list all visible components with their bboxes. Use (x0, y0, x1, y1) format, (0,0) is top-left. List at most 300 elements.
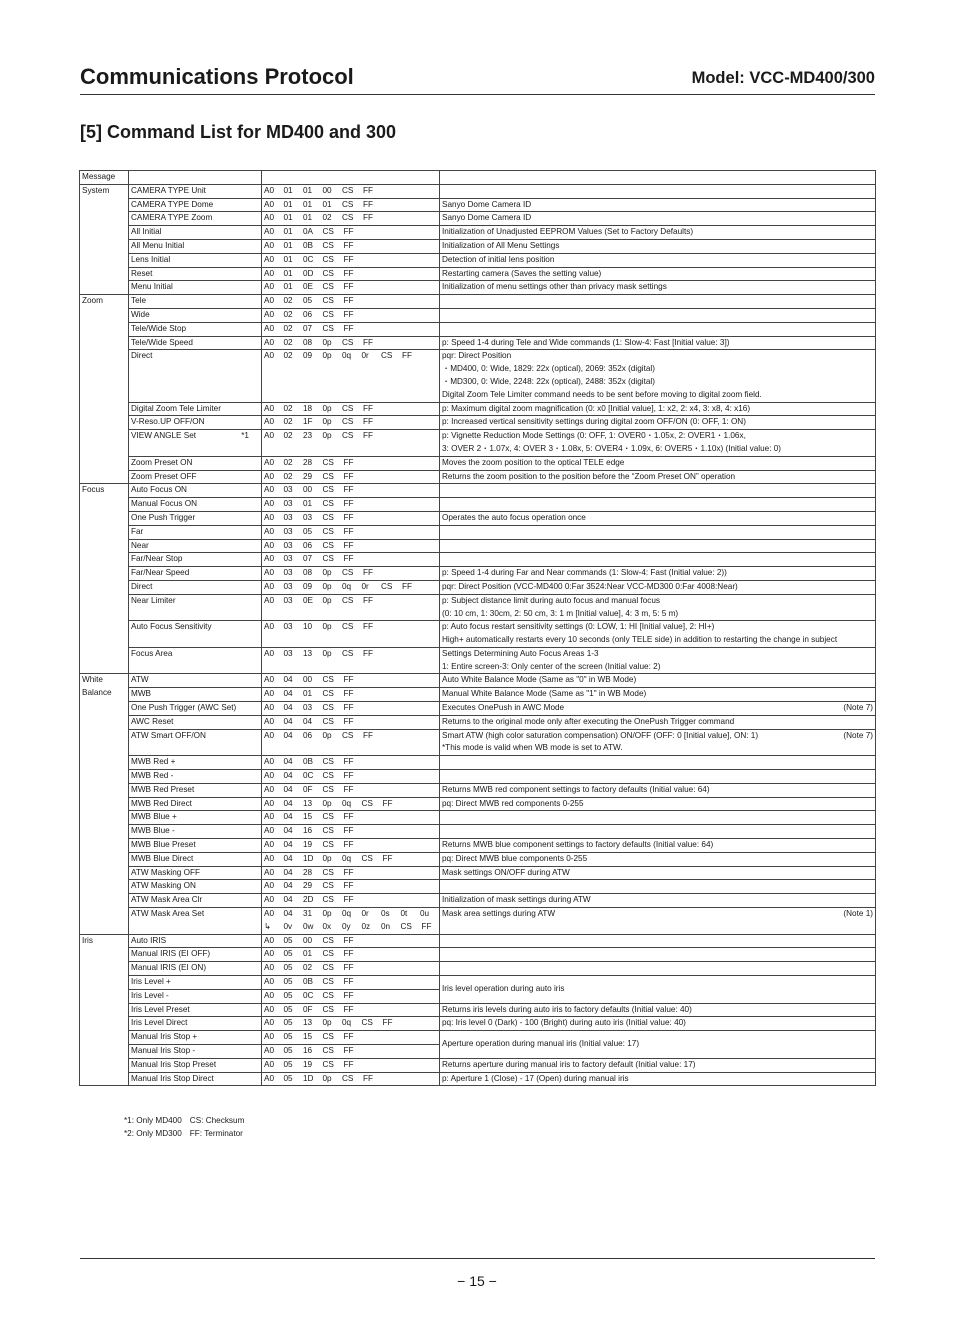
command-name: Manual IRIS (EI ON) (129, 962, 262, 976)
code-byte: 0p (322, 622, 332, 632)
code-byte: FF (382, 853, 393, 863)
command-code (262, 770, 440, 784)
code-byte: 15 (303, 1032, 313, 1042)
code-byte: CS (342, 337, 354, 347)
command-description: Returns aperture during manual iris to factory default (Initial value: 17) (440, 1058, 876, 1072)
code-byte: 0z (361, 921, 371, 931)
code-byte: 05 (283, 977, 293, 987)
code-byte: A0 (264, 730, 275, 740)
code-byte: 05 (283, 1059, 293, 1069)
code-byte: 18 (303, 403, 313, 413)
code-byte: A0 (264, 622, 275, 632)
code-byte: CS (361, 798, 373, 808)
command-name: Manual Iris Stop - (129, 1045, 262, 1059)
command-description (440, 962, 876, 976)
table-row (80, 756, 876, 770)
code-byte: CS (342, 431, 354, 441)
code-byte: 05 (303, 296, 313, 306)
code-byte: 0E (303, 282, 314, 292)
code-byte: A0 (264, 784, 275, 794)
table-row (80, 567, 876, 581)
code-byte: 0w (303, 921, 314, 931)
code-byte: CS (342, 403, 354, 413)
code-byte: 01 (303, 213, 313, 223)
code-byte: FF (343, 840, 354, 850)
code-byte: A0 (264, 1059, 275, 1069)
code-byte: CS (342, 417, 354, 427)
command-code (262, 674, 440, 688)
code-byte: A0 (264, 648, 275, 658)
code-byte: FF (343, 282, 354, 292)
code-byte: FF (363, 199, 374, 209)
code-byte: 01 (283, 213, 293, 223)
code-byte: CS (342, 1073, 354, 1083)
code-byte: A0 (264, 977, 275, 987)
code-byte: 00 (303, 935, 313, 945)
code-byte: 06 (303, 540, 313, 550)
code-byte: 0r (361, 909, 369, 919)
code-byte: CS (322, 1046, 334, 1055)
code-byte: FF (343, 254, 354, 264)
command-description: Moves the zoom position to the optical TELE edge (440, 456, 876, 470)
table-row (80, 267, 876, 281)
note-ref: (Note 1) (843, 909, 873, 919)
code-byte: 03 (283, 485, 293, 495)
code-byte: CS (322, 457, 334, 467)
code-byte: A0 (264, 351, 275, 361)
command-name: Iris Level Preset (129, 1003, 262, 1017)
code-byte: CS (342, 213, 354, 223)
code-byte: FF (343, 1032, 354, 1042)
table-row (80, 226, 876, 240)
command-name: VIEW ANGLE Set *1 (129, 430, 262, 457)
code-byte: CS (342, 730, 354, 740)
footer-divider (80, 1258, 875, 1259)
code-byte: 01 (322, 199, 332, 209)
code-byte: 04 (283, 881, 293, 891)
table-row (80, 783, 876, 797)
code-byte: 01 (303, 199, 313, 209)
code-byte: 04 (283, 798, 293, 808)
command-name: Manual Iris Stop + (129, 1031, 262, 1045)
code-byte: FF (363, 337, 374, 347)
code-byte: 01 (283, 185, 293, 195)
code-byte: 04 (283, 909, 293, 919)
command-name: CAMERA TYPE Unit (129, 184, 262, 198)
code-byte: CS (322, 703, 334, 713)
code-byte: 01 (283, 282, 293, 292)
code-byte: 0v (283, 921, 293, 931)
code-byte: FF (343, 471, 354, 481)
command-name: ATW Mask Area Clr (129, 894, 262, 908)
code-byte: A0 (264, 1046, 275, 1055)
command-name: Auto Focus ON (129, 484, 262, 498)
code-byte: 0p (322, 595, 332, 605)
code-byte: FF (343, 1059, 354, 1069)
code-byte: FF (343, 826, 354, 836)
code-byte: 0p (322, 648, 332, 658)
code-byte: FF (343, 977, 354, 987)
code-byte: 03 (303, 512, 313, 522)
table-row (80, 594, 876, 621)
code-byte: FF (343, 512, 354, 522)
command-code (262, 580, 440, 594)
code-byte: CS (322, 1059, 334, 1069)
code-byte: 13 (303, 798, 313, 808)
command-description: Returns the zoom position to the position before the “Zoom Preset ON” operation (440, 470, 876, 484)
code-byte: FF (343, 949, 354, 959)
command-name: Iris Level + (129, 976, 262, 990)
code-byte: A0 (264, 471, 275, 481)
code-byte: FF (363, 1073, 374, 1083)
code-byte: 0p (322, 1073, 332, 1083)
code-byte: CS (322, 675, 334, 685)
code-byte: A0 (264, 554, 275, 564)
code-byte: 02 (283, 337, 293, 347)
code-byte: 09 (303, 581, 313, 591)
code-byte: A0 (264, 337, 275, 347)
command-description: p: Increased vertical sensitivity settings during digital zoom OFF/ON (0: OFF, 1: ON) (440, 416, 876, 430)
command-code (262, 281, 440, 295)
command-name: Near (129, 539, 262, 553)
footnote-mark: *1 (241, 431, 249, 441)
code-byte: 04 (283, 895, 293, 905)
code-byte: 0p (322, 568, 332, 578)
command-code (262, 948, 440, 962)
command-name: Manual Focus ON (129, 498, 262, 512)
table-row (80, 894, 876, 908)
table-row (80, 839, 876, 853)
code-byte: FF (363, 648, 374, 658)
command-code (262, 198, 440, 212)
code-byte: 29 (303, 881, 313, 891)
command-name: MWB Red Preset (129, 783, 262, 797)
command-description (440, 756, 876, 770)
code-byte: 28 (303, 457, 313, 467)
code-byte: FF (382, 798, 393, 808)
code-byte: CS (322, 963, 334, 973)
page-number: − 15 − (457, 1273, 497, 1289)
code-byte: 19 (303, 840, 313, 850)
code-byte: 0B (303, 977, 314, 987)
code-byte: FF (343, 526, 354, 536)
table-row (80, 553, 876, 567)
code-byte: A0 (264, 540, 275, 550)
code-byte: 03 (283, 622, 293, 632)
code-byte: 03 (283, 554, 293, 564)
code-byte: 05 (283, 990, 293, 1000)
command-code (262, 962, 440, 976)
code-byte: 05 (283, 963, 293, 973)
table-row (80, 322, 876, 336)
table-row (80, 880, 876, 894)
table-row (80, 470, 876, 484)
code-byte: 04 (283, 867, 293, 877)
code-byte: A0 (264, 867, 275, 877)
command-code (262, 226, 440, 240)
command-name: Iris Level - (129, 989, 262, 1003)
table-row (80, 688, 876, 702)
command-description (440, 770, 876, 784)
code-byte: FF (343, 675, 354, 685)
table-row (80, 852, 876, 866)
code-byte: 02 (283, 471, 293, 481)
code-byte: 02 (283, 417, 293, 427)
command-code (262, 934, 440, 948)
code-byte: A0 (264, 457, 275, 467)
code-byte: 0r (361, 581, 369, 591)
code-byte: A0 (264, 895, 275, 905)
code-byte: ↳ (264, 921, 271, 931)
code-byte: CS (322, 784, 334, 794)
command-description: p: Vignette Reduction Mode Settings (0: OFF, 1: OVER0・1.05x, 2: OVER1・1.06x, 3: OVER 2・1.07x, 4: OVER 3・1.08x, 5: OVER4・1.09x, 6: OVER5・1.10x) (Initial value: 0) (440, 430, 876, 457)
command-name: V-Reso.UP OFF/ON (129, 416, 262, 430)
command-code (262, 322, 440, 336)
command-description: p: Speed 1-4 during Tele and Wide commands (1: Slow-4: Fast [Initial value: 3]) (440, 336, 876, 350)
command-description: Initialization of All Menu Settings (440, 239, 876, 253)
code-byte: CS (322, 895, 334, 905)
command-description (440, 880, 876, 894)
command-code (262, 239, 440, 253)
command-description: Auto White Balance Mode (Same as "0" in WB Mode) (440, 674, 876, 688)
table-row (80, 770, 876, 784)
footnotes (124, 1114, 244, 1140)
footnote-2: *2: Only MD300 FF: Terminator (124, 1129, 243, 1138)
table-header-row (80, 171, 876, 185)
code-byte: FF (343, 963, 354, 973)
code-byte: FF (343, 485, 354, 495)
code-byte: FF (363, 431, 374, 441)
code-byte: 1D (303, 853, 314, 863)
code-byte: FF (343, 990, 354, 1000)
code-byte: 07 (303, 323, 313, 333)
command-description (440, 184, 876, 198)
command-description: pq: Direct MWB red components 0-255 (440, 797, 876, 811)
code-byte: CS (342, 622, 354, 632)
command-name: MWB Red - (129, 770, 262, 784)
command-name: Iris Level Direct (129, 1017, 262, 1031)
command-name: Reset (129, 267, 262, 281)
code-byte: 01 (283, 254, 293, 264)
command-description: p: Subject distance limit during auto focus and manual focus (0: 10 cm, 1: 30cm, 2: 50 cm, 3: 1 m [Initial value], 4: 3 m, 5: 5 m) (440, 594, 876, 621)
code-byte: FF (343, 554, 354, 564)
command-name: ATW Mask Area Set (129, 908, 262, 935)
code-byte: A0 (264, 268, 275, 278)
command-description: pqr: Direct Position ・MD400, 0: Wide, 1829: 22x (optical), 2069: 352x (digital) ・MD300, 0: Wide, 2248: 22x (optical), 2488: 352x (digital) Digital Zoom Tele Limiter command needs to be sent before moving to digital zoom field. (440, 350, 876, 402)
command-code (262, 894, 440, 908)
command-description: Aperture operation during manual iris (Initial value: 17) (440, 1031, 876, 1059)
code-byte: 05 (283, 1018, 293, 1028)
command-name: MWB Blue - (129, 825, 262, 839)
code-byte: A0 (264, 949, 275, 959)
code-byte: 0p (322, 853, 332, 863)
group-label: Zoom (80, 295, 129, 484)
command-name: All Menu Initial (129, 239, 262, 253)
code-byte: A0 (264, 213, 275, 223)
code-byte: A0 (264, 812, 275, 822)
command-code (262, 880, 440, 894)
command-code (262, 553, 440, 567)
code-byte: 04 (303, 716, 313, 726)
code-byte: A0 (264, 323, 275, 333)
code-byte: 02 (283, 431, 293, 441)
command-name: Far/Near Speed (129, 567, 262, 581)
code-byte: CS (322, 240, 334, 250)
code-byte: CS (322, 949, 334, 959)
table-row (80, 336, 876, 350)
code-byte: A0 (264, 431, 275, 441)
command-code (262, 567, 440, 581)
command-name: Direct (129, 350, 262, 402)
code-byte: CS (322, 540, 334, 550)
command-name: AWC Reset (129, 715, 262, 729)
code-byte: CS (322, 296, 334, 306)
code-byte: 0n (381, 921, 391, 931)
command-description: (Note 7) Smart ATW (high color saturation compensation) ON/OFF (OFF: 0 [Initial value], ON: 1) *This mode is valid when WB mode is set to ATW. (440, 729, 876, 756)
command-description (440, 484, 876, 498)
command-description (440, 934, 876, 948)
code-byte: FF (343, 716, 354, 726)
command-code (262, 715, 440, 729)
code-byte: FF (363, 622, 374, 632)
command-description: Detection of initial lens position (440, 253, 876, 267)
table-row (80, 1072, 876, 1086)
table-row (80, 976, 876, 990)
command-code (262, 402, 440, 416)
table-row (80, 825, 876, 839)
command-name: Tele/Wide Speed (129, 336, 262, 350)
table-row (80, 729, 876, 756)
code-byte: A0 (264, 1073, 275, 1083)
code-byte: A0 (264, 417, 275, 427)
code-byte: FF (343, 895, 354, 905)
command-name: All Initial (129, 226, 262, 240)
table-row (80, 1017, 876, 1031)
code-byte: 0r (361, 351, 369, 361)
command-name: MWB Red + (129, 756, 262, 770)
command-name: Focus Area (129, 647, 262, 674)
command-description: Initialization of mask settings during ATW (440, 894, 876, 908)
table-row (80, 484, 876, 498)
code-byte: 03 (283, 499, 293, 509)
command-code (262, 456, 440, 470)
command-code (262, 184, 440, 198)
command-description: p: Aperture 1 (Close) - 17 (Open) during manual iris (440, 1072, 876, 1086)
code-byte: FF (343, 881, 354, 891)
table-row (80, 1058, 876, 1072)
code-byte: CS (322, 757, 334, 767)
code-byte: A0 (264, 689, 275, 699)
command-description: Manual White Balance Mode (Same as "1" in WB Mode) (440, 688, 876, 702)
code-byte: A0 (264, 309, 275, 319)
code-byte: CS (322, 1004, 334, 1014)
table-row (80, 239, 876, 253)
code-byte: 02 (283, 309, 293, 319)
command-name: MWB Blue + (129, 811, 262, 825)
code-byte: CS (322, 323, 334, 333)
table-row (80, 702, 876, 716)
table-row (80, 308, 876, 322)
command-description (440, 322, 876, 336)
command-code (262, 470, 440, 484)
code-byte: 16 (303, 1046, 313, 1055)
code-byte: FF (363, 417, 374, 427)
table-row (80, 456, 876, 470)
code-byte: FF (363, 403, 374, 413)
code-byte: 06 (303, 730, 313, 740)
code-byte: CS (322, 227, 334, 237)
command-code (262, 295, 440, 309)
command-code (262, 783, 440, 797)
command-code (262, 430, 440, 457)
code-byte: 04 (283, 757, 293, 767)
code-byte: 0p (322, 431, 332, 441)
command-code (262, 647, 440, 674)
code-byte: 01 (283, 268, 293, 278)
code-byte: CS (322, 282, 334, 292)
code-byte: A0 (264, 240, 275, 250)
command-name: Menu Initial (129, 281, 262, 295)
command-code (262, 908, 440, 935)
command-name: CAMERA TYPE Zoom (129, 212, 262, 226)
code-byte: CS (322, 826, 334, 836)
code-byte: A0 (264, 403, 275, 413)
command-description (440, 525, 876, 539)
code-byte: A0 (264, 990, 275, 1000)
table-row (80, 525, 876, 539)
table-row (80, 539, 876, 553)
command-name: MWB Blue Direct (129, 852, 262, 866)
table-row (80, 934, 876, 948)
table-row (80, 1031, 876, 1045)
code-byte: 19 (303, 1059, 313, 1069)
code-byte: A0 (264, 757, 275, 767)
code-byte: 0p (322, 909, 332, 919)
code-byte: 28 (303, 867, 313, 877)
code-byte: 01 (303, 949, 313, 959)
code-byte: 0s (381, 909, 390, 919)
code-byte: A0 (264, 909, 275, 919)
code-byte: 09 (303, 351, 313, 361)
command-name: ATW Smart OFF/ON (129, 729, 262, 756)
command-name: Digital Zoom Tele Limiter (129, 402, 262, 416)
code-byte: 0D (303, 268, 314, 278)
code-byte: 0F (303, 1004, 313, 1014)
table-row (80, 350, 876, 402)
command-code (262, 212, 440, 226)
command-name: MWB Blue Preset (129, 839, 262, 853)
command-code (262, 825, 440, 839)
command-code (262, 866, 440, 880)
command-description: p: Auto focus restart sensitivity settings (0: LOW, 1: HI [Initial value], 2: HI+) High+ automatically restarts every 10 seconds (only TELE side) in addition to restarting the change in subject (440, 621, 876, 648)
code-byte: 0t (400, 909, 408, 919)
command-code (262, 267, 440, 281)
command-name: Manual IRIS (EI OFF) (129, 948, 262, 962)
command-description: Initialization of Unadjusted EEPROM Values (Set to Factory Defaults) (440, 226, 876, 240)
command-code (262, 539, 440, 553)
command-description (440, 295, 876, 309)
code-byte: A0 (264, 1032, 275, 1042)
table-row (80, 184, 876, 198)
command-name: Zoom Preset ON (129, 456, 262, 470)
command-description (440, 825, 876, 839)
code-byte: A0 (264, 485, 275, 495)
code-byte: FF (343, 757, 354, 767)
code-byte: 05 (283, 949, 293, 959)
code-byte: 01 (283, 227, 293, 237)
code-byte: A0 (264, 595, 275, 605)
code-byte: 0p (322, 351, 332, 361)
